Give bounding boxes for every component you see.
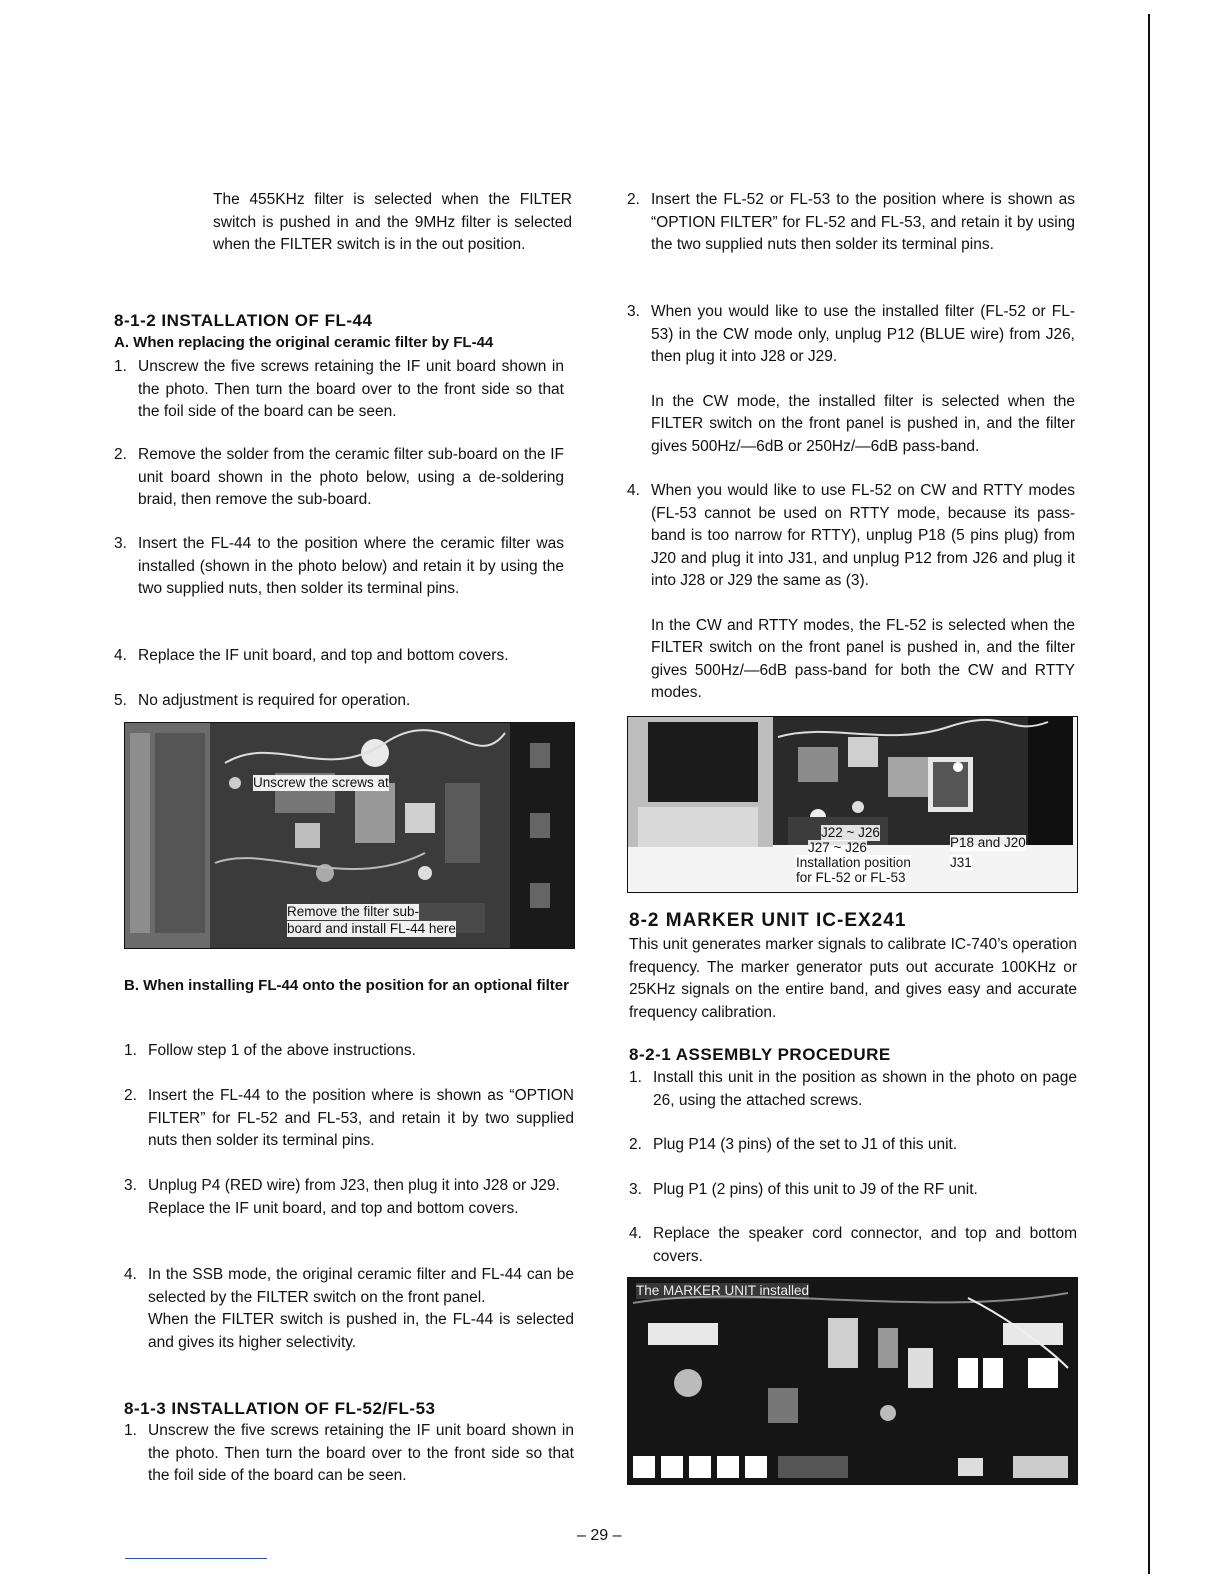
- section-8-1-3-heading: 8-1-3 INSTALLATION OF FL-52/FL-53: [124, 1399, 436, 1418]
- list-item-a5: 5. No adjustment is required for operation.: [114, 692, 411, 709]
- list-item-b3: 3. Unplug P4 (RED wire) from J23, then plug it into J28 or J29. Replace the IF unit board, and top and bottom covers.: [124, 1177, 560, 1217]
- photo2-label-installation-line2: for FL-52 or FL-53: [796, 870, 906, 885]
- intro-paragraph: The 455KHz filter is selected when the FILTER switch is pushed in and the 9MHz filter is selected when the FILTER switch is in the out position.: [213, 191, 572, 253]
- section-8-2-body: This unit generates marker signals to calibrate IC-740’s operation frequency. The marker generator puts out accurate 100KHz or 25KHz signals on the entire band, and gives easy and accurate frequency calibration.: [629, 936, 1077, 1021]
- list-item-b2: 2. Insert the FL-44 to the position where is shown as “OPTION FILTER” for FL-52 and FL-53, and retain it by two supplied nuts then solder its terminal pins.: [124, 1087, 574, 1149]
- page-number: – 29 –: [577, 1527, 622, 1544]
- section-8-1-2-heading: 8-1-2 INSTALLATION OF FL-44: [114, 311, 373, 330]
- marker-unit-photo: [627, 1277, 1078, 1485]
- photo3-label-marker: The MARKER UNIT installed: [636, 1283, 810, 1298]
- list-item-r4: 4. When you would like to use FL-52 on CW and RTTY modes (FL-53 cannot be used on RTTY mode, because its pass-band is too narrow for RTTY), unplug P18 (5 pins plug) from J20 and plug it into J31, and unplug P12 from J26 and plug it into J28 or J29 the same as (3). In the CW and RTTY modes, the FL-52 is selected when the FILTER switch on the front panel is pushed in, and the filter gives 500Hz/—6dB pass-band for both the CW and RTTY modes.: [627, 482, 1075, 701]
- list-item-r2: 2. Insert the FL-52 or FL-53 to the position where is shown as “OPTION FILTER” for FL-52 and FL-53, and retain it by using the two supplied nuts then solder its terminal pins.: [627, 191, 1075, 253]
- photo1-label-screws: Unscrew the screws at: [253, 775, 389, 790]
- list-item-a4: 4. Replace the IF unit board, and top and bottom covers.: [114, 647, 509, 664]
- list-item-m1: 1. Install this unit in the position as shown in the photo on page 26, using the attached screws.: [629, 1069, 1077, 1109]
- list-item-m4: 4. Replace the speaker cord connector, and top and bottom covers.: [629, 1225, 1077, 1265]
- list-item-c1: 1. Unscrew the five screws retaining the IF unit board shown in the photo. Then turn the board over to the front side so that the foil side of the board can be seen.: [124, 1422, 574, 1484]
- subsection-a-heading: A. When replacing the original ceramic filter by FL-44: [114, 334, 494, 351]
- subsection-b-heading: B. When installing FL-44 onto the position for an optional filter: [124, 977, 569, 994]
- list-item-a1: 1. Unscrew the five screws retaining the IF unit board shown in the photo. Then turn the board over to the front side so that the foil side of the board can be seen.: [114, 358, 564, 420]
- list-item-b1: 1. Follow step 1 of the above instructions.: [124, 1042, 416, 1059]
- section-8-2-1-heading: 8-2-1 ASSEMBLY PROCEDURE: [629, 1045, 891, 1064]
- photo2-label-j22: J22 ~ J26: [821, 825, 880, 840]
- list-item-b4: 4. In the SSB mode, the original ceramic filter and FL-44 can be selected by the FILTER switch on the front panel. When the FILTER switch is pushed in, the FL-44 is selected and gives its higher selectivity.: [124, 1266, 574, 1351]
- photo2-label-j27: J27 ~ J26: [808, 840, 867, 855]
- option-filter-photo: [627, 716, 1078, 893]
- photo2-label-p18: P18 and J20: [950, 835, 1026, 850]
- section-8-2-heading: 8-2 MARKER UNIT IC-EX241: [629, 910, 907, 931]
- right-margin-rule: [1148, 14, 1150, 1574]
- marker-unit-photo-graphic: [628, 1278, 1077, 1484]
- list-item-a2: 2. Remove the solder from the ceramic filter sub-board on the IF unit board shown in the photo below, using a de-soldering braid, then remove the sub-board.: [114, 446, 564, 508]
- list-item-a3: 3. Insert the FL-44 to the position where the ceramic filter was installed (shown in the photo below) and retain it by using the two supplied nuts, then solder its terminal pins.: [114, 535, 564, 597]
- bottom-rule: [125, 1558, 267, 1559]
- photo1-label-filter-line2: board and install FL-44 here: [287, 921, 456, 936]
- if-unit-photo: [124, 722, 575, 949]
- photo2-label-j31: J31: [950, 855, 972, 870]
- list-item-m2: 2. Plug P14 (3 pins) of the set to J1 of this unit.: [629, 1136, 958, 1153]
- photo2-label-installation-line1: Installation position: [796, 855, 911, 870]
- list-item-r3: 3. When you would like to use the installed filter (FL-52 or FL-53) in the CW mode only, unplug P12 (BLUE wire) from J26, then plug it into J28 or J29. In the CW mode, the installed filter is selected when the FILTER switch on the front panel is pushed in, and the filter gives 500Hz/—6dB or 250Hz/—6dB pass-band.: [627, 303, 1075, 455]
- list-item-m3: 3. Plug P1 (2 pins) of this unit to J9 of the RF unit.: [629, 1181, 978, 1198]
- photo1-label-filter-line1: Remove the filter sub-: [287, 904, 420, 919]
